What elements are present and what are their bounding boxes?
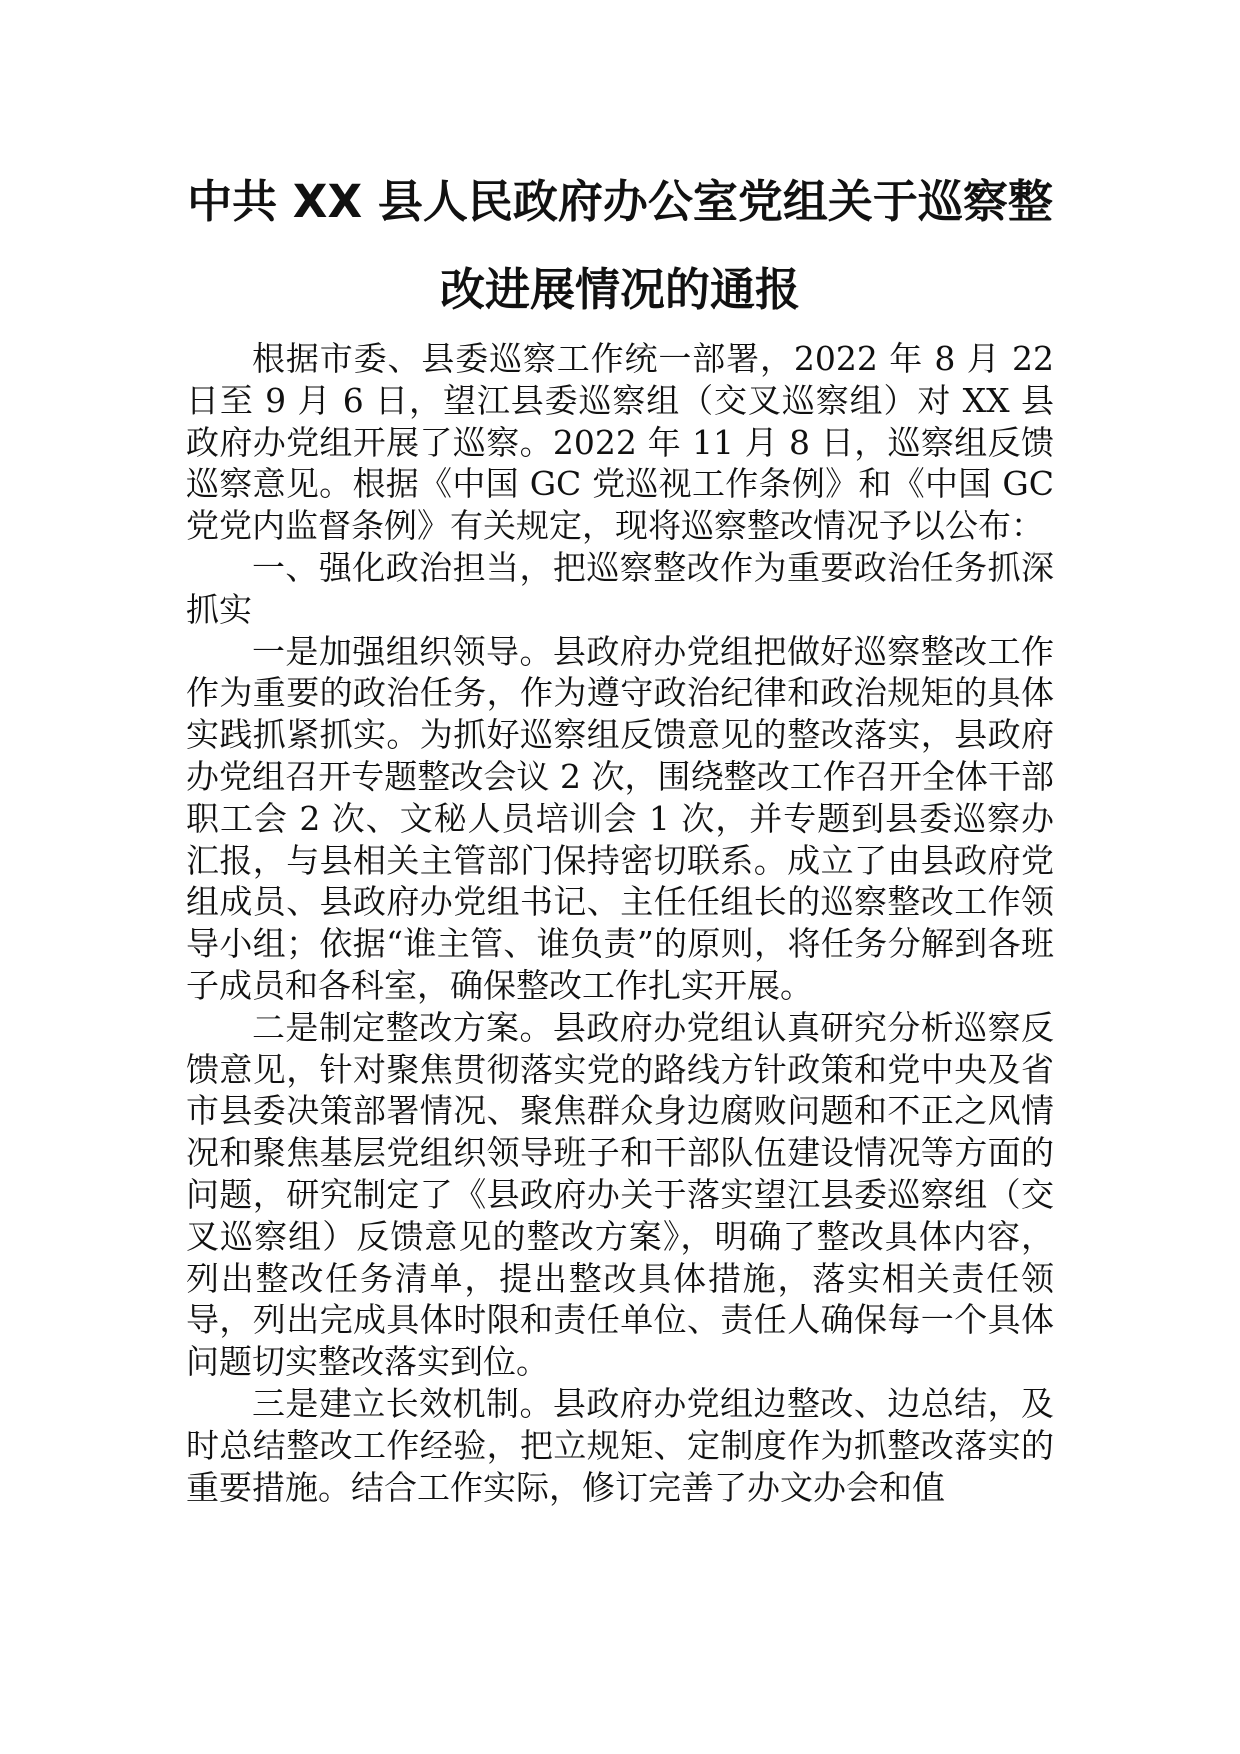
document-body — [186, 338, 1054, 1508]
body-paragraph-mechanism: 三是建立长效机制。县政府办党组边整改、边总结，及时总结整改工作经验，把立规矩、定制度作为抓整改落实的重要措施。结合工作实际，修订完善了办文办会和值 — [186, 1383, 1054, 1507]
body-paragraph-plan: 二是制定整改方案。县政府办党组认真研究分析巡察反馈意见，针对聚焦贯彻落实党的路线方针政策和党中央及省市县委决策部署情况、聚焦群众身边腐败问题和不正之风情况和聚焦基层党组织领导班子和干部队伍建设情况等方面的问题，研究制定了《县政府办关于落实望江县委巡察组（交叉巡察组）反馈意见的整改方案》，明确了整改具体内容，列出整改任务清单，提出整改具体措施，落实相关责任领导，列出完成具体时限和责任单位、责任人确保每一个具体问题切实整改落实到位。 — [186, 1007, 1054, 1382]
document-title-line-2: 改进展情况的通报 — [439, 263, 800, 316]
document-title-line-1: 中共 XX 县人民政府办公室党组关于巡察整 — [187, 175, 1053, 228]
section-heading-1: 一、强化政治担当，把巡察整改作为重要政治任务抓深抓实 — [186, 547, 1054, 629]
body-paragraph-organization: 一是加强组织领导。县政府办党组把做好巡察整改工作作为重要的政治任务，作为遵守政治纪律和政治规矩的具体实践抓紧抓实。为抓好巡察组反馈意见的整改落实，县政府办党组召开专题整改会议 2 次，围绕整改工作召开全体干部职工会 2 次、文秘人员培训会 1 次，并专题到县委巡察办汇报，与县相关主管部门保持密切联系。成立了由县政府党组成员、县政府办党组书记、主任任组长的巡察整改工作领导小组；依据“谁主管、谁负责”的原则，将任务分解到各班子成员和各科室，确保整改工作扎实开展。 — [186, 631, 1054, 1005]
intro-paragraph: 根据市委、县委巡察工作统一部署，2022 年 8 月 22 日至 9 月 6 日，望江县委巡察组（交叉巡察组）对 XX 县政府办党组开展了巡察。2022 年 11 月 8 日，巡察组反馈巡察意见。根据《中国 GC 党巡视工作条例》和《中国 GC 党党内监督条例》有关规定，现将巡察整改情况予以公布： — [186, 339, 1054, 546]
